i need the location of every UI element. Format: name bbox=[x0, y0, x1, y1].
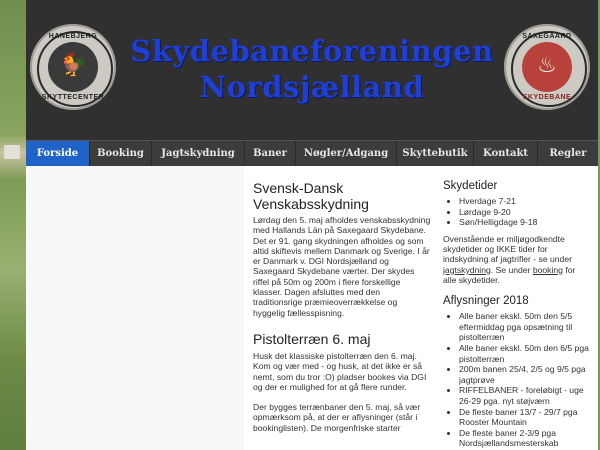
aerial-background-left bbox=[0, 0, 26, 450]
skydetider-list bbox=[443, 196, 591, 228]
flame-icon: ♨ bbox=[537, 53, 557, 78]
nav-item-regler[interactable]: Regler bbox=[537, 141, 598, 167]
aflysninger-list bbox=[443, 311, 591, 449]
nav-item-booking[interactable]: Booking bbox=[89, 141, 151, 167]
logo-left-top-text: HANEBJERG bbox=[48, 33, 98, 40]
list-item: • Lørdage 9-20 bbox=[459, 207, 591, 218]
rooster-icon: 🐓 bbox=[60, 53, 88, 78]
sidebar bbox=[443, 180, 591, 449]
nav-item-jagtskydning[interactable]: Jagtskydning bbox=[151, 141, 244, 167]
logo-left-bottom-text: SKYTTECENTER bbox=[41, 94, 105, 101]
list-item: • RIFFELBANER - foreløbigt - uge 26-29 pga. nyt støjværn bbox=[459, 385, 591, 406]
list-item: • De fleste baner 13/7 - 29/7 pga Rooster Mountain bbox=[459, 407, 591, 428]
main-nav bbox=[26, 140, 598, 167]
hanebjerg-logo[interactable] bbox=[30, 24, 116, 110]
article-body: Der bygges terrænbaner den 5. maj, så vær opmærksom på, at der er aflysninger (står i bookinglisten). De morgenfriske starter bbox=[253, 402, 421, 433]
list-item: • Alle baner ekskl. 50m den 5/5 eftermiddag pga opsætning til pistolterræn bbox=[459, 311, 591, 343]
site-title-line1: Skydebaneforeningen bbox=[130, 34, 494, 68]
nav-item-kontakt[interactable]: Kontakt bbox=[473, 141, 537, 167]
list-item: • Søn/Helligdage 9-18 bbox=[459, 217, 591, 228]
nav-item-skyttebutik[interactable]: Skyttebutik bbox=[396, 141, 473, 167]
nav-item-nogler-adgang[interactable]: Nøgler/Adgang bbox=[295, 141, 396, 167]
logo-right-top-text: SAXEGAARD bbox=[522, 33, 572, 40]
site-header bbox=[26, 0, 598, 140]
list-item: • Alle baner ekskl. 50m den 6/5 pga pistolterræn bbox=[459, 343, 591, 364]
aflysninger-heading: Aflysninger 2018 bbox=[443, 295, 529, 308]
saxegaard-logo[interactable] bbox=[504, 24, 590, 110]
site-title-line2: Nordsjælland bbox=[199, 70, 425, 104]
list-item: • Hverdage 7-21 bbox=[459, 196, 591, 207]
logo-right-bottom-text: SKYDEBANE bbox=[522, 94, 572, 101]
skydetider-note: Ovenstående er miljøgodkendte skydetider og IKKE tider for indskydning af jagtrifler - se under jagtskydning. Se under booking for alle skydetider. bbox=[443, 233, 576, 285]
jagtskydning-link[interactable]: jagtskydning bbox=[443, 264, 491, 275]
nav-item-baner[interactable]: Baner bbox=[244, 141, 295, 167]
main-column bbox=[253, 180, 431, 433]
booking-link[interactable]: booking bbox=[532, 264, 563, 275]
list-item: • De fleste baner 2-3/9 pga Nordsjællandsmesterskab bbox=[459, 428, 591, 449]
article-body: Husk det klassiske pistolterræn den 6. maj. Kom og vær med - og husk, at det ikke er så nemt, som du tror :O) pladser bookes via DGI og der er mulighed for at gå flere runder. bbox=[253, 350, 427, 392]
content-area bbox=[26, 166, 598, 450]
content-left-panel bbox=[26, 166, 244, 450]
list-item: • 200m banen 25/4, 2/5 og 9/5 pga jagtprøve bbox=[459, 364, 591, 385]
skydetider-heading: Skydetider bbox=[443, 180, 498, 192]
nav-item-forside[interactable]: Forside bbox=[26, 141, 89, 167]
article-title: Svensk-Dansk Venskabsskydning bbox=[253, 180, 369, 212]
article-body: Lørdag den 5. maj afholdes venskabsskydning med Hallands Län på Saxegaard Skydebane. Det er 91. gang skydningen afholdes og som altid skiftevis mellem Danmark og Sverige. I år er Danmark v. DGI Nordsjælland og Saxegaard Skydebane værter. Der skydes riffel på 50m og 200m i flere forskellige klasser. Dagen afsluttes med den traditionsrige præmieoverrækkelse og hyggelig fællesspisning. bbox=[253, 215, 431, 318]
article-title: Pistolterræn 6. maj bbox=[253, 330, 371, 347]
